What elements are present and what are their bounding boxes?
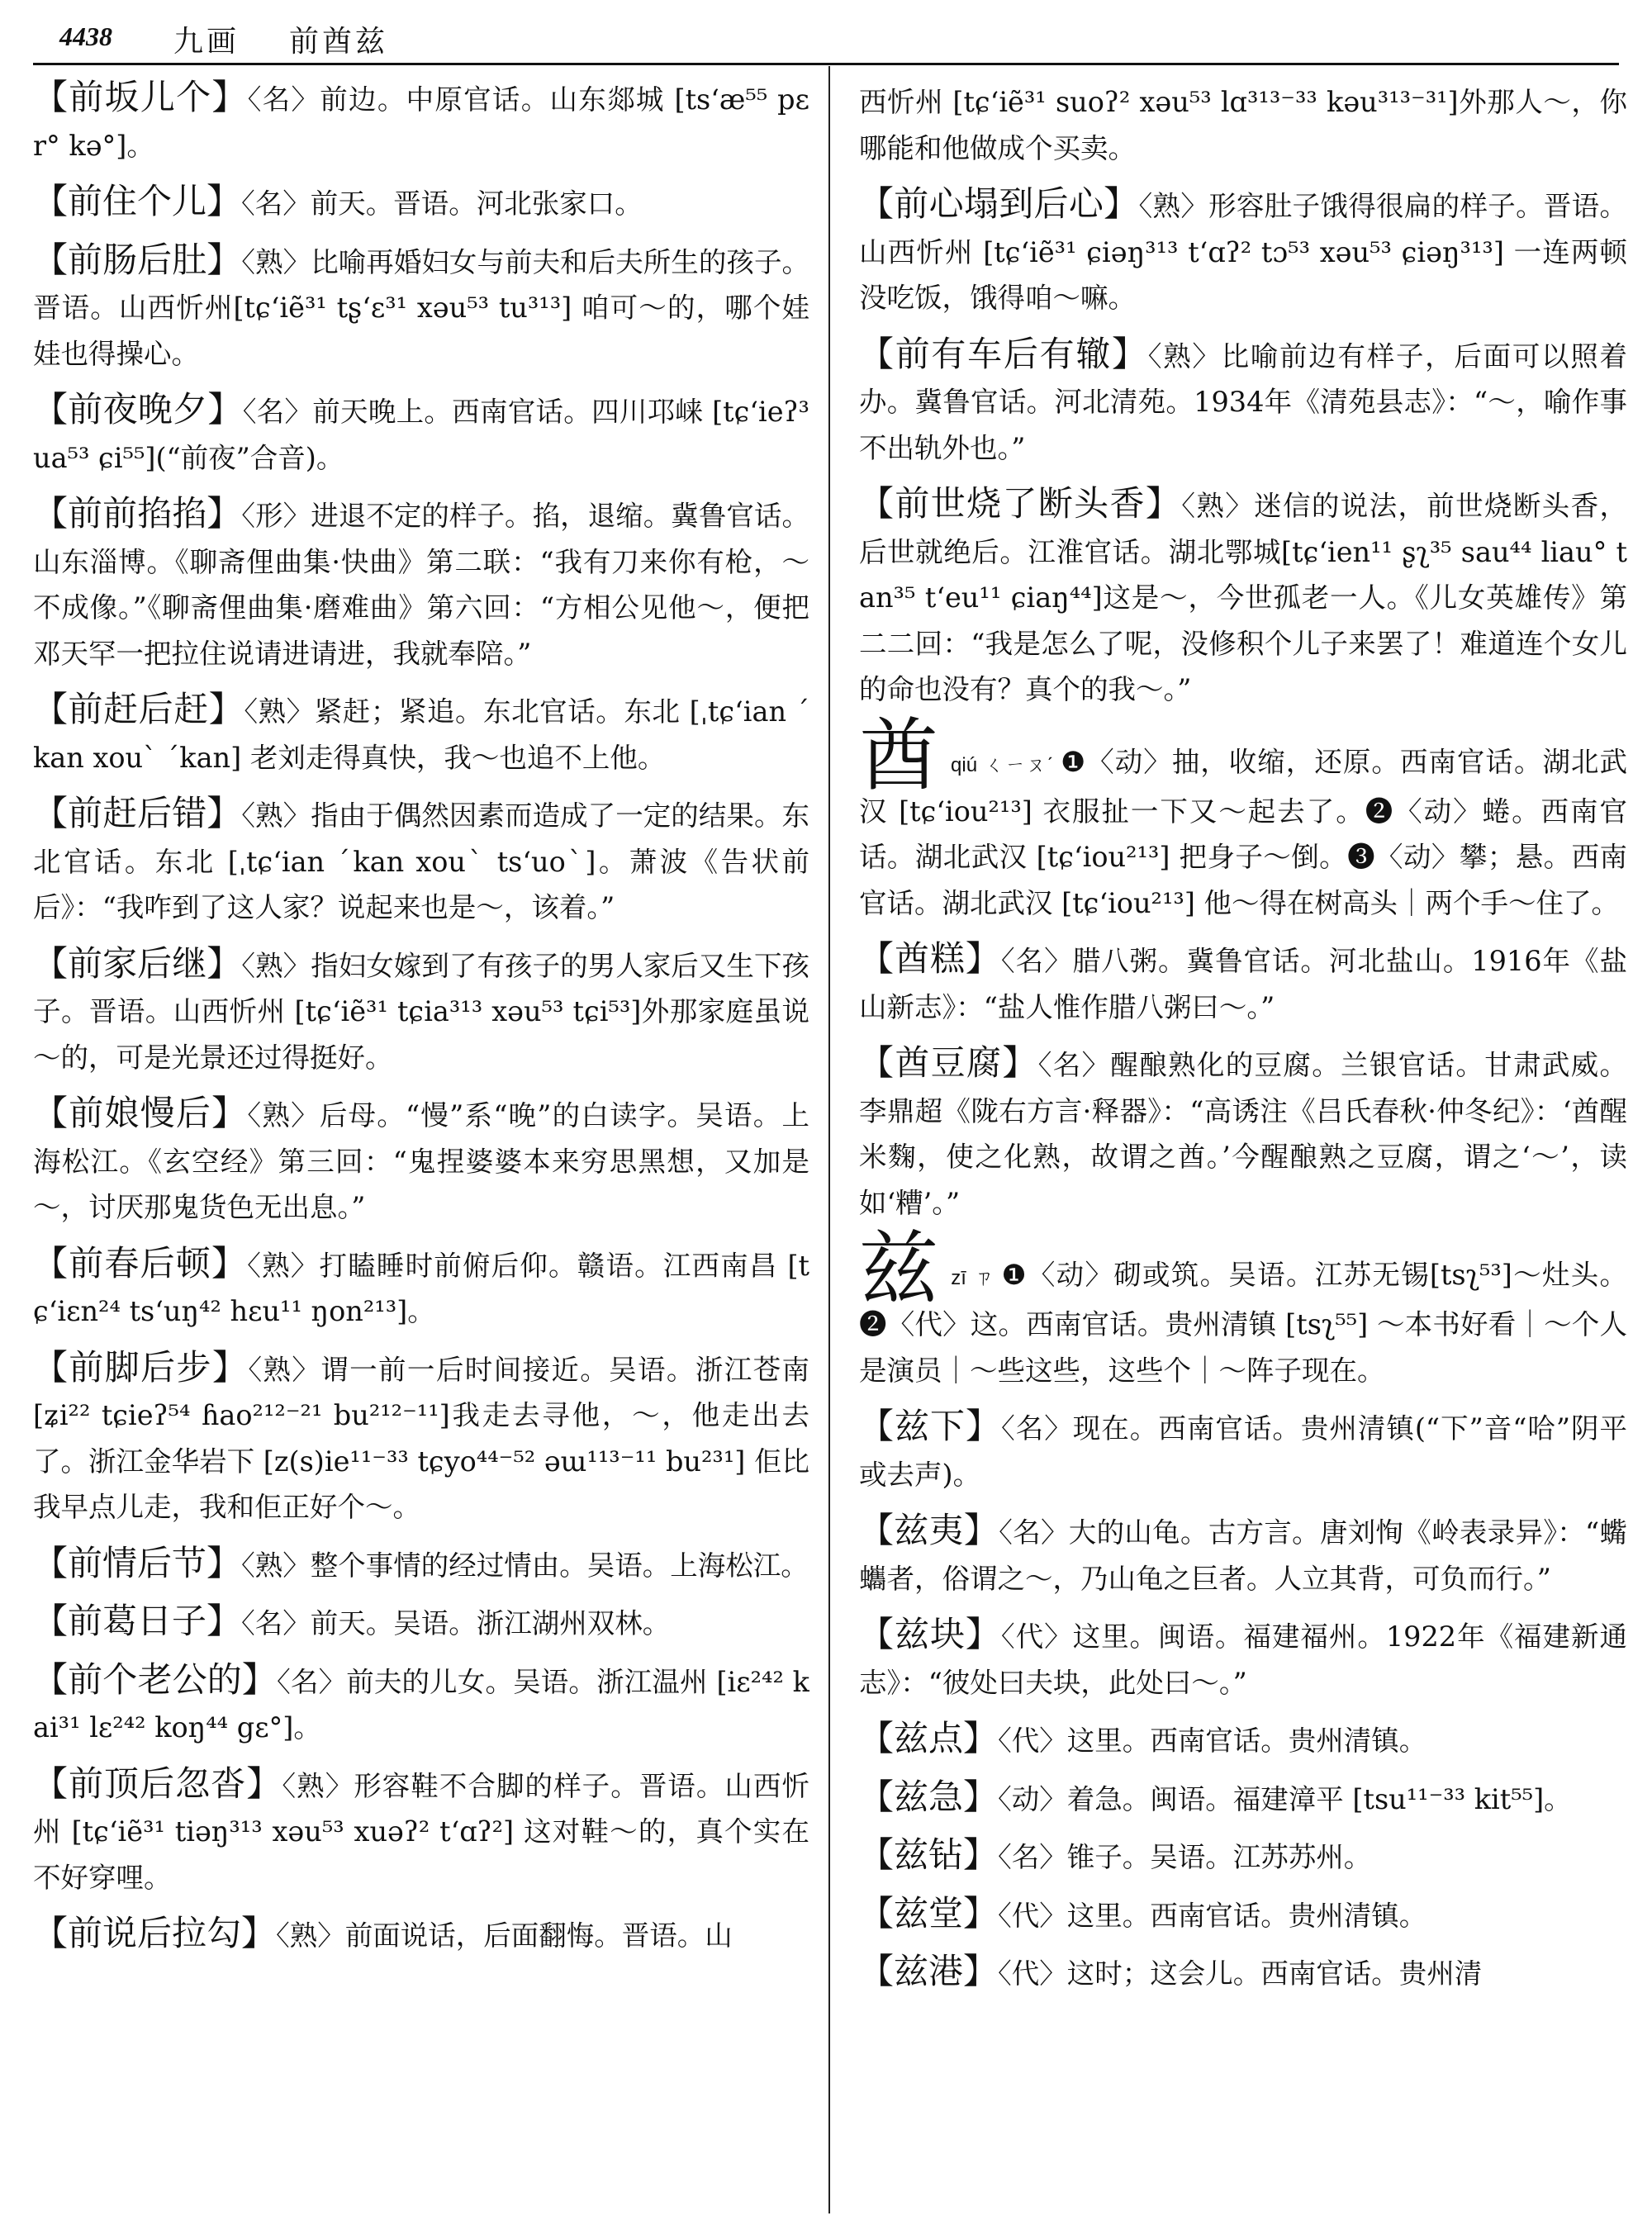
headword: 【前情后节】 bbox=[33, 1542, 242, 1583]
dictionary-entry bbox=[859, 481, 1627, 713]
character-entry-qiu bbox=[859, 709, 1627, 927]
headword: 【前春后顿】 bbox=[33, 1242, 248, 1283]
headword: 【前个老公的】 bbox=[33, 1658, 278, 1700]
headword: 【酋豆腐】 bbox=[859, 1042, 1038, 1083]
headword: 【前世烧了断头香】 bbox=[859, 483, 1182, 524]
entry-continuation: 西忻州 [tɕ‘iẽ³¹ suoʔ² xəu⁵³ lɑ³¹³⁻³³ kəu³¹³⁻³¹]外那人～，你哪能和他做成个买卖。 bbox=[859, 86, 1627, 164]
dictionary-entry bbox=[33, 1910, 809, 1959]
entry-body: 〈名〉锥子。吴语。江苏苏州。 bbox=[998, 1841, 1372, 1873]
zhuyin: ㄗ bbox=[972, 1267, 995, 1289]
page-number: 4438 bbox=[59, 21, 112, 51]
character-entry-zi bbox=[859, 1222, 1627, 1393]
headword: 【兹钻】 bbox=[859, 1834, 999, 1875]
pinyin: qiú bbox=[951, 753, 978, 776]
entry-body: 〈熟〉前面说话，后面翻悔。晋语。山 bbox=[276, 1919, 733, 1952]
dictionary-entry bbox=[33, 178, 809, 227]
headword: 【酋糕】 bbox=[859, 938, 1001, 979]
headword: 【前顶后忽沓】 bbox=[33, 1763, 282, 1804]
character-headword: 兹 bbox=[859, 1222, 940, 1315]
headword: 【前心塌到后心】 bbox=[859, 183, 1139, 224]
zhuyin: ㄑㄧㄡˊ bbox=[984, 753, 1055, 776]
entry-body: 〈名〉前夫的儿女。吴语。浙江温州 [iɛ²⁴² kai³¹ lɛ²⁴² koŋ⁴⁴ gɛ°]。 bbox=[33, 1665, 809, 1744]
dictionary-entry bbox=[33, 1241, 809, 1335]
dictionary-entry bbox=[33, 1761, 809, 1901]
headword: 【兹块】 bbox=[859, 1614, 1001, 1654]
headword: 【前前掐掐】 bbox=[33, 493, 242, 534]
entry-body: 〈熟〉比喻再婚妇女与前夫和后夫所生的孩子。晋语。山西忻州[tɕ‘iẽ³¹ tʂ‘ɛ³¹ xəu⁵³ tu³¹³] 咱可～的，哪个娃娃也得操心。 bbox=[33, 245, 809, 370]
dictionary-entry bbox=[859, 181, 1627, 321]
headword: 【兹下】 bbox=[859, 1406, 1002, 1446]
entry-body: 〈名〉前天晚上。西南官话。四川邛崃 [tɕ‘ieʔ³ ua⁵³ ɕi⁵⁵](“前夜”合音)。 bbox=[33, 396, 809, 474]
character-headword: 酋 bbox=[859, 709, 940, 802]
dictionary-entry bbox=[33, 790, 809, 931]
entry-body: 〈名〉腊八粥。冀鲁官话。河北盐山。1916年《盐山新志》：“盐人惟作腊八粥曰～。” bbox=[859, 945, 1627, 1023]
dictionary-entry bbox=[33, 1345, 809, 1530]
headword: 【兹急】 bbox=[859, 1776, 999, 1817]
dictionary-entry bbox=[859, 1715, 1627, 1764]
column-divider bbox=[828, 66, 830, 2213]
headword: 【前住个儿】 bbox=[33, 181, 242, 221]
dictionary-entry bbox=[859, 1611, 1627, 1706]
entry-body: ❶〈动〉砌或筑。吴语。江苏无锡[tsʅ⁵³]～灶头。❷〈代〉这。西南官话。贵州清镇 [tsʅ⁵⁵] ～本书好看｜～个人是演员｜～些这些，这些个｜～阵子现在。 bbox=[859, 1259, 1627, 1387]
entry-body: 〈名〉前天。吴语。浙江湖州双林。 bbox=[241, 1607, 671, 1639]
headword: 【前赶后赶】 bbox=[33, 689, 244, 729]
entry-body: 〈动〉着急。闽语。福建漳平 [tsu¹¹⁻³³ kit⁵⁵]。 bbox=[998, 1782, 1572, 1815]
dictionary-entry bbox=[859, 1948, 1627, 1997]
dictionary-entry bbox=[33, 941, 809, 1081]
dictionary-entry bbox=[859, 1507, 1627, 1601]
right-column bbox=[859, 74, 1627, 2213]
entry-body: 〈代〉这里。西南官话。贵州清镇。 bbox=[998, 1899, 1427, 1932]
dictionary-entry bbox=[33, 387, 809, 481]
headword: 【前肠后肚】 bbox=[33, 239, 242, 280]
headword: 【兹夷】 bbox=[859, 1510, 999, 1550]
dictionary-entry bbox=[33, 1090, 809, 1231]
entry-body: 〈熟〉指由于偶然因素而造成了一定的结果。东北官话。东北 [ˌtɕ‘ian ˊkan xouˋ ts‘uoˋ]。萧波《告状前后》：“我咋到了这人家？说起来也是～，该着。” bbox=[33, 799, 809, 923]
headword: 【前赶后错】 bbox=[33, 793, 242, 833]
entry-body: ❶〈动〉抽，收缩，还原。西南官话。湖北武汉 [tɕ‘iou²¹³] 衣服扯一下又～起去了。❷〈动〉蜷。西南官话。湖北武汉 [tɕ‘iou²¹³] 把身子～倒。❸〈动〉攀；悬。西南官话。湖北武汉 [tɕ‘iou²¹³] 他～得在树高头｜两个手～住了。 bbox=[859, 745, 1627, 919]
entry-body: 〈熟〉后母。“慢”系“晚”的白读字。吴语。上海松江。《玄空经》第三回：“鬼捏婆婆本来穷思黑想，又加是～，讨厌那鬼货色无出息。” bbox=[33, 1099, 809, 1223]
dictionary-entry bbox=[33, 1598, 809, 1647]
dictionary-entry bbox=[859, 1832, 1627, 1881]
headword: 【前娘慢后】 bbox=[33, 1093, 248, 1133]
entry-body: 〈熟〉紧赶；紧追。东北官话。东北 [ˌtɕ‘ian ˊkan xouˋ ˊkan] 老刘走得真快，我～也追不上他。 bbox=[33, 695, 809, 774]
dictionary-entry bbox=[33, 237, 809, 377]
left-column bbox=[33, 74, 809, 2213]
headword: 【前葛日子】 bbox=[33, 1601, 242, 1641]
entry-body: 〈熟〉形容鞋不合脚的样子。晋语。山西忻州 [tɕ‘iẽ³¹ tiəŋ³¹³ xəu⁵³ xuəʔ² t‘ɑʔ²] 这对鞋～的，真个实在不好穿哩。 bbox=[33, 1769, 809, 1894]
headword: 【兹点】 bbox=[859, 1718, 999, 1758]
dictionary-entry bbox=[33, 1540, 809, 1589]
entry-body: 〈代〉这里。西南官话。贵州清镇。 bbox=[998, 1725, 1427, 1757]
entry-body: 〈代〉这里。闽语。福建福州。1922年《福建新通志》：“彼处曰夫块，此处曰～。” bbox=[859, 1620, 1627, 1699]
headword: 【兹港】 bbox=[859, 1951, 999, 1991]
header-section: 九画 bbox=[173, 25, 240, 59]
dictionary-entry bbox=[859, 1403, 1627, 1497]
pinyin: zī bbox=[951, 1267, 966, 1289]
entry-body: 〈熟〉谓一前一后时间接近。吴语。浙江苍南 [ʑi²² tɕieʔ⁵⁴ ɦao²¹²⁻²¹ bu²¹²⁻¹¹]我走去寻他，～，他走出去了。浙江金华岩下 [z(s)ie¹¹⁻³³ tɕyo⁴⁴⁻⁵² əɯ¹¹³⁻¹¹ bu²³¹] 佢比我早点儿走，我和佢正好个～。 bbox=[33, 1353, 809, 1523]
headword: 【前有车后有辙】 bbox=[859, 333, 1148, 374]
headword: 【兹堂】 bbox=[859, 1892, 999, 1933]
dictionary-entry bbox=[859, 936, 1627, 1030]
dictionary-entry bbox=[859, 1891, 1627, 1939]
dictionary-entry bbox=[33, 74, 809, 168]
dictionary-entry bbox=[859, 1774, 1627, 1823]
dictionary-entry bbox=[859, 1040, 1627, 1226]
entry-body: 〈熟〉形容肚子饿得很扁的样子。晋语。山西忻州 [tɕ‘iẽ³¹ ɕiəŋ³¹³ t‘ɑʔ² tɔ⁵³ xəu⁵³ ɕiəŋ³¹³] 一连两顿没吃饭，饿得咱～嘛。 bbox=[859, 190, 1627, 314]
headword: 【前说后拉勾】 bbox=[33, 1913, 277, 1953]
entry-body: 〈熟〉指妇女嫁到了有孩子的男人家后又生下孩子。晋语。山西忻州 [tɕ‘iẽ³¹ tɕia³¹³ xəu⁵³ tɕi⁵³]外那家庭虽说～的，可是光景还过得挺好。 bbox=[33, 949, 809, 1074]
entry-body: 〈形〉进退不定的样子。掐，退缩。冀鲁官话。山东淄博。《聊斋俚曲集·快曲》第二联：“我有刀来你有枪，～不成像。”《聊斋俚曲集·磨难曲》第六回：“方相公见他～，便把邓天罕一把拉住说请进请进，我就奉陪。” bbox=[33, 500, 809, 670]
entry-body: 〈熟〉打瞌睡时前俯后仰。赣语。江西南昌 [tɕ‘iɛn²⁴ ts‘uŋ⁴² hɛu¹¹ ŋon²¹³]。 bbox=[33, 1249, 809, 1327]
entry-body: 〈名〉前边。中原官话。山东郯城 [ts‘æ⁵⁵ pɛr° kə°]。 bbox=[33, 83, 809, 162]
entry-body: 〈名〉现在。西南官话。贵州清镇(“下”音“哈”阴平或去声)。 bbox=[859, 1412, 1627, 1491]
headword: 【前夜晚夕】 bbox=[33, 389, 243, 429]
entry-body: 〈名〉醒酿熟化的豆腐。兰银官话。甘肃武威。李鼎超《陇右方言·释器》：“高诱注《吕氏春秋·仲冬纪》：‘酋醒米麴，使之化熟，故谓之酋。’今醒酿熟之豆腐，谓之‘～’，读如‘糟’。” bbox=[859, 1049, 1627, 1219]
entry-body: 〈熟〉迷信的说法，前世烧断头香，后世就绝后。江淮官话。湖北鄂城[tɕ‘ien¹¹ ʂʅ³⁵ sau⁴⁴ liau° tan³⁵ t‘eu¹¹ ɕiaŋ⁴⁴]这是～，今世孤老一人。《儿女英雄传》第二二回：“我是怎么了呢，没修积个儿子来罢了！难道连个女儿的命也没有？真个的我～。” bbox=[859, 490, 1627, 705]
dictionary-entry bbox=[33, 686, 809, 780]
dictionary-entry bbox=[33, 491, 809, 676]
headword: 【前坂儿个】 bbox=[33, 77, 248, 117]
dictionary-entry bbox=[33, 1657, 809, 1751]
entry-body: 〈代〉这时；这会儿。西南官话。贵州清 bbox=[998, 1957, 1483, 1990]
entry-body: 〈名〉前天。晋语。河北张家口。 bbox=[241, 187, 643, 220]
entry-body: 〈熟〉整个事情的经过情由。吴语。上海松江。 bbox=[241, 1549, 809, 1582]
header-chars: 前酋兹 bbox=[289, 25, 389, 59]
entry-body: 〈熟〉比喻前边有样子，后面可以照着办。冀鲁官话。河北清苑。1934年《清苑县志》：“～，喻作事不出轨外也。” bbox=[859, 339, 1627, 464]
headword: 【前家后继】 bbox=[33, 942, 242, 984]
headword: 【前脚后步】 bbox=[33, 1346, 249, 1388]
page-header bbox=[33, 12, 1619, 65]
dictionary-entry bbox=[859, 331, 1627, 472]
entry-body: 〈名〉大的山龟。古方言。唐刘恂《岭表录异》：“蟕蠵者，俗谓之～，乃山龟之巨者。人立其背，可负而行。” bbox=[859, 1516, 1627, 1595]
